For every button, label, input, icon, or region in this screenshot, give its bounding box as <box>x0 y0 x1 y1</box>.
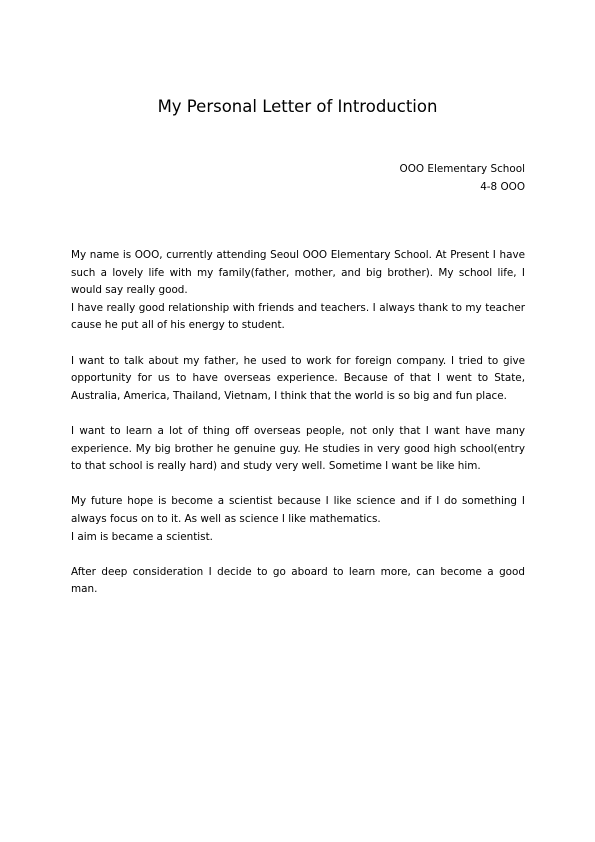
paragraph-1 <box>71 247 525 335</box>
paragraph-line: My future hope is become a scientist because I like science and if I do something I always focus on to it. As well as science I like mathematics. <box>71 495 525 525</box>
paragraph-line: After deep consideration I decide to go aboard to learn more, can become a good man. <box>71 565 525 596</box>
school-name: OOO Elementary School <box>399 163 525 175</box>
paragraph-line: I have really good relationship with friends and teachers. I always thank to my teacher cause he put all of his energy to student. <box>71 301 525 332</box>
page-title: My Personal Letter of Introduction <box>157 97 438 116</box>
paragraph-5 <box>71 564 525 599</box>
paragraph-line: My name is OOO, currently attending Seoul OOO Elementary School. At Present I have such a lovely life with my family(father, mother, and big brother). My school life, I would say really good. <box>71 249 525 297</box>
paragraph-4 <box>71 493 525 546</box>
letter-body <box>71 247 525 616</box>
paragraph-3 <box>71 423 525 476</box>
paragraph-line: I want to learn a lot of thing off overseas people, not only that I want have many experience. My big brother he genuine guy. He studies in very good high school(entry to that school is really hard) and study very well. Sometime I want be like him. <box>71 424 525 473</box>
author-info <box>400 160 525 196</box>
paragraph-2 <box>71 353 525 406</box>
paragraph-line: I aim is became a scientist. <box>71 530 213 543</box>
class-name: 4-8 OOO <box>480 181 525 193</box>
paragraph-line: I want to talk about my father, he used to work for foreign company. I tried to give opportunity for us to have overseas experience. Because of that I went to State, Australia, America, Thailand, Vietnam, I think that the world is so big and fun place. <box>71 354 525 402</box>
